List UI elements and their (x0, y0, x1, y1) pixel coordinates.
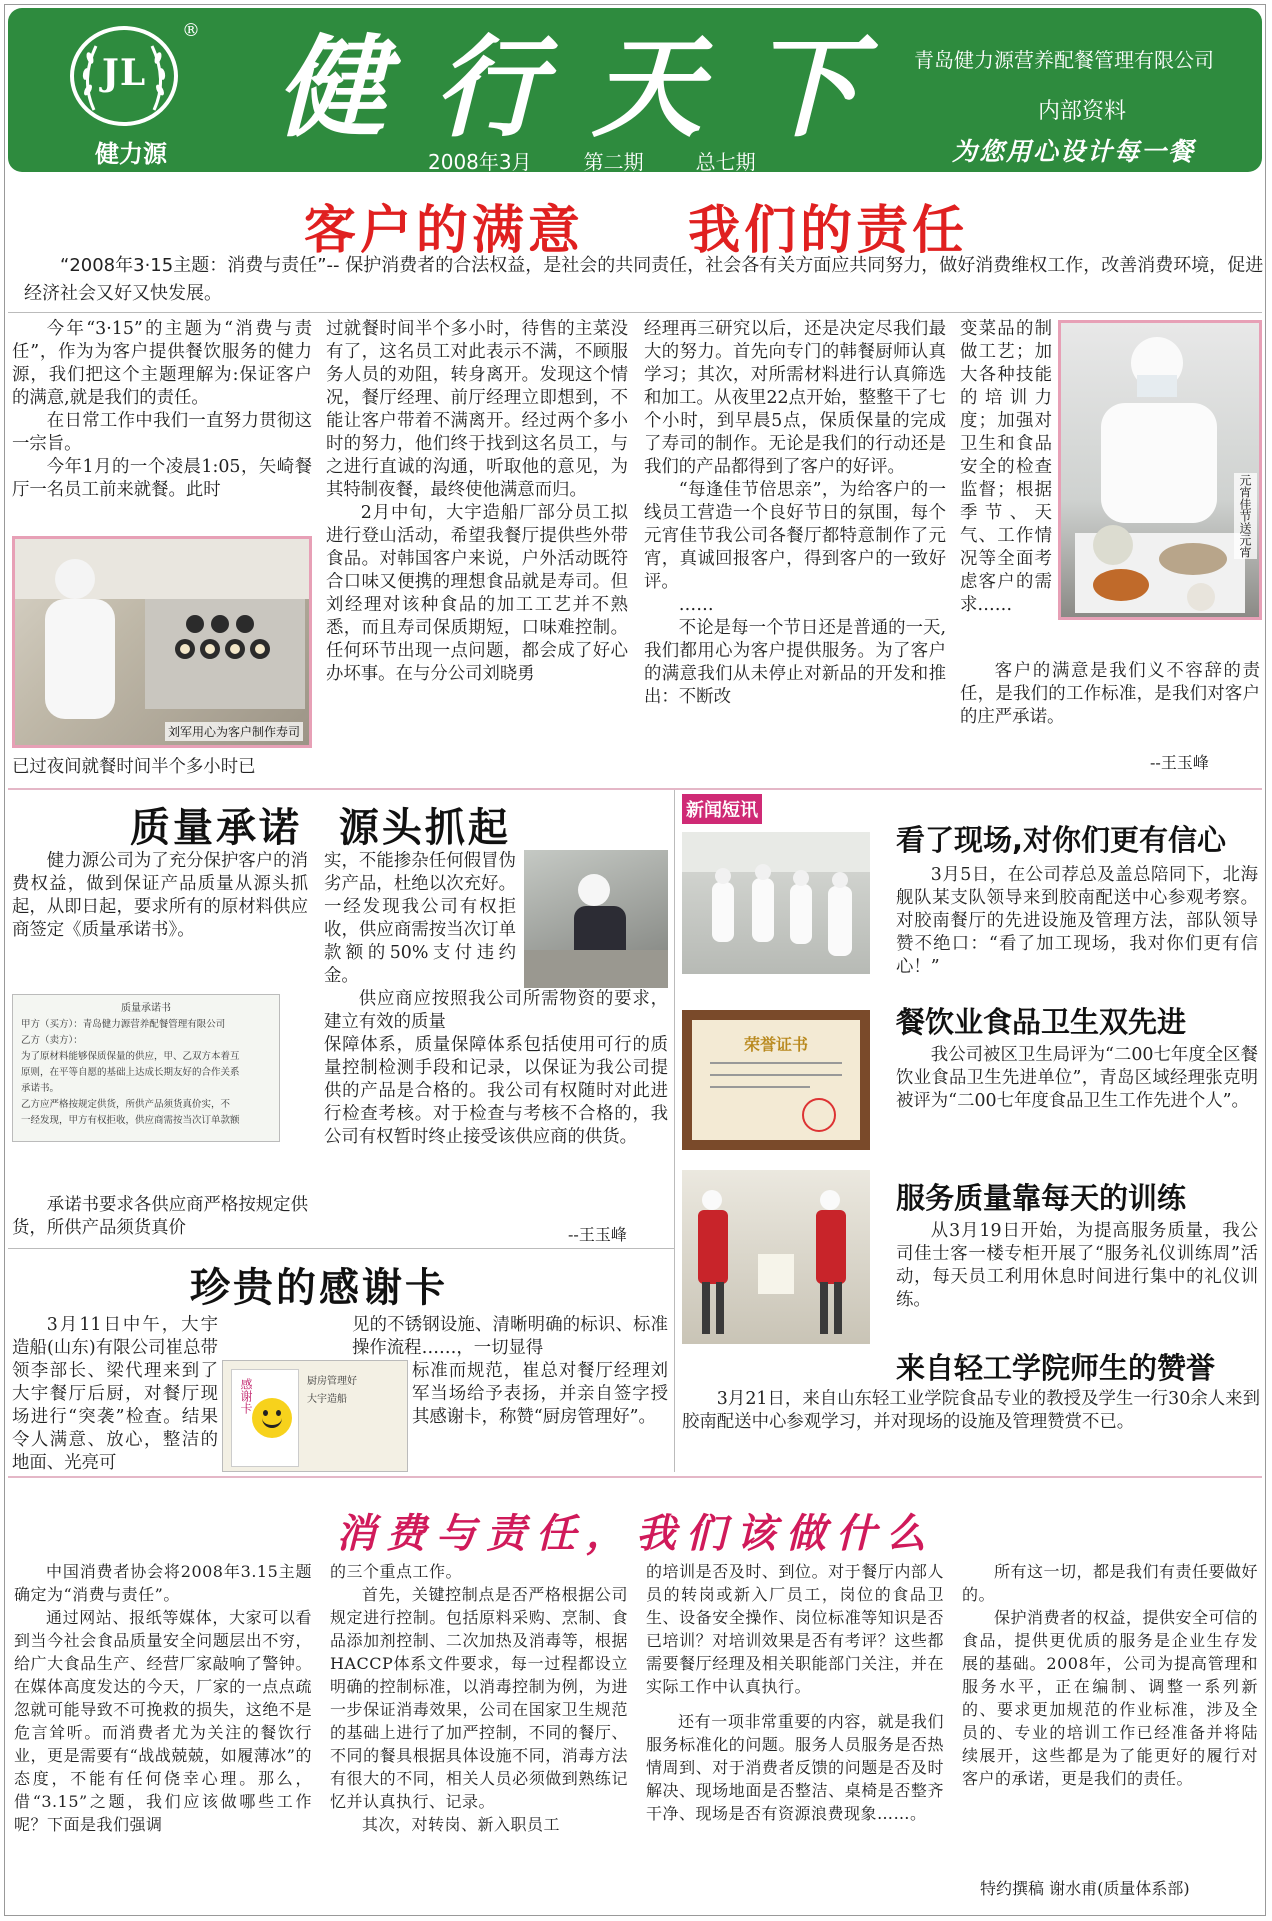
bottom-signature: 特约撰稿 谢水甫(质量体系部) (980, 1879, 1190, 1898)
main-headline: 客户的满意 我们的责任 (303, 201, 969, 261)
honor-certificate-photo (682, 1010, 870, 1150)
news-body-2: 我公司被区卫生局评为“二00七年度全区餐饮业食品卫生先进单位”，青岛区域经理张克明被评为“二00七年度食品卫生工作先进个人”。 (896, 1045, 1258, 1111)
visit-photo (682, 832, 870, 974)
section-divider (8, 1476, 1262, 1478)
bottom-col-3: 的培训是否及时、到位。对于餐厅内部人员的转岗或新入厂员工，岗位的食品卫生、设备安全操作、岗位标准等知识是否已培训？对培训效果是否有考评？这些都需要餐厅经理及相关职能部门关注，并在实际工作中认真执行。 还有一项非常重要的内容，就是我们服务标准化的问题。服务人员服务是否热情周到、对于消费者反馈的问题是否及时解决、现场地面是否整洁、桌椅是否整齐干净、现场是否有资源浪费现象……。 (646, 1562, 944, 1823)
lantern-festival-photo (1058, 320, 1262, 620)
issue-line (428, 146, 808, 175)
main-col-4-narrow: 变菜品的制做工艺；加大各种技能的培训力度；加强对卫生和食品安全的检查监督；根据季节、天气、工作情况等全面考虑客户的需求…… (960, 319, 1052, 615)
logo-name: 健力源 (95, 140, 167, 168)
quality-signature: --王玉峰 (568, 1225, 627, 1244)
section-divider (8, 788, 1262, 790)
quality-col-1: 健力源公司为了充分保护客户的消费权益，做到保证产品质量从源头抓起，从即日起，要求所有的原材料供应商签定《质量承诺书》。 (12, 851, 308, 940)
thanks-col-2-top: 见的不锈钢设施、清晰明确的标识、标准操作流程……，一切显得 (352, 1315, 668, 1358)
news-body-4: 3月21日，来自山东轻工业学院食品专业的教授及学生一行30余人来到胶南配送中心参观学习，并对现场的设施及管理赞赏不已。 (682, 1389, 1260, 1432)
masthead (8, 8, 1262, 172)
quality-col-1-tail: 承诺书要求各供应商严格按规定供货，所供产品须货真价 (12, 1195, 308, 1238)
issue-date: 2008年3月 (428, 150, 532, 174)
news-body-3: 从3月19日开始，为提高服务质量，我公司佳士客一楼专柜开展了“服务礼仪训练周”活动，每天员工利用休息时间进行集中的礼仪训练。 (896, 1221, 1258, 1310)
thanks-card-photo (222, 1360, 408, 1472)
lead-paragraph: “2008年3·15主题：消费与责任”-- 保护消费者的合法权益，是社会的共同责任，社会各有关方面应共同努力，做好消费维权工作，改善消费环境，促进经济社会又好又快发展。 (24, 255, 1264, 304)
signature: --王玉峰 (1150, 753, 1209, 772)
news-headline-3: 服务质量靠每天的训练 (896, 1181, 1187, 1215)
total-issue: 总七期 (695, 150, 756, 174)
photo-caption: 元宵佳节送元宵 (1234, 473, 1257, 559)
news-headline-4: 来自轻工学院师生的赞誉 (896, 1351, 1216, 1385)
news-body-1: 3月5日，在公司荐总及盖总陪同下，北海舰队某支队领导来到胶南配送中心参观考察。对胶南餐厅的先进设施及管理方法，部队领导赞不绝口：“看了加工现场，我对你们更有信心！” (896, 865, 1258, 977)
bottom-col-4: 所有这一切，都是我们有责任要做好的。 保护消费者的权益，提供安全可信的食品，提供更优质的服务是企业生存发展的基础。2008年，公司为提高管理和服务水平，正在编制、调整一系列新的、要求更加规范的作业标准，涉及全员的、专业的培训工作已经准备并将陆续展开，这些都是为了能更好的履行对客户的承诺，更是我们的责任。 (962, 1562, 1259, 1788)
divider (8, 1248, 674, 1249)
slogan: 为您用心设计每一餐 (952, 137, 1196, 166)
divider (8, 312, 1262, 313)
news-headline-2: 餐饮业食品卫生双先进 (896, 1005, 1187, 1039)
main-col-4-wide: 客户的满意是我们义不容辞的责任，是我们的工作标准，是我们对客户的庄严承诺。 (960, 661, 1260, 727)
card-cover (231, 1369, 299, 1467)
inspection-photo (524, 850, 668, 988)
news-headline-1: 看了现场,对你们更有信心 (896, 823, 1227, 857)
card-title: 感谢卡 (239, 1378, 253, 1414)
bottom-col-1: 中国消费者协会将2008年3.15主题确定为“消费与责任”。 通过网站、报纸等媒体，大家可以看到当今社会食品质量安全问题层出不穷，给广大食品生产、经营厂家敲响了警钟。在媒体高度发达的今天，厂家的一点点疏忽就可能导致不可挽救的损失，这绝不是危言耸听。而消费者尤为关注的餐饮行业，更是需要有“战战兢兢，如履薄冰”的态度，不能有任何侥幸心理。那么，借“3.15”之题，我们应该做哪些工作呢？下面是我们强调 (14, 1562, 312, 1834)
main-col-3: 经理再三研究以后，还是决定尽我们最大的努力。首先向专门的韩餐厨师认真学习；其次，对所需材料进行认真筛选和加工。从夜里22点开始，整整干了七个小时，到早晨5点，保质保量的完成了寿司的制作。无论是我们的行动还是我们的产品都得到了客户的好评。 “每逢佳节倍思亲”，为给客户的一线员工营造一个良好节日的氛围，每个元宵佳节我公司各餐厅都特意制作了元宵，真诚回报客户，得到客户的一致好评。 …… 不论是每一个节日还是普通的一天,我们都用心为客户提供服务。为了客户的满意我们从未停止对新品的开发和推出：不断改 (644, 319, 946, 707)
training-photo (682, 1170, 870, 1344)
issue-number: 第二期 (583, 150, 644, 174)
news-tag: 新闻短讯 (682, 794, 762, 824)
main-col-2: 过就餐时间半个多小时，待售的主菜没有了，这名员工对此表示不满，不顾服务人员的劝阻，转身离开。发现这个情况，餐厅经理、前厅经理立即想到，不能让客户带着不满离开。经过两个多小时的努力，他们终于找到这名员工，与之进行直诚的沟通，听取他的意见，为其特制夜餐，最终使他满意而归。 2月中旬，大宇造船厂部分员工拟进行登山活动，希望我餐厅提供些外带食品。对韩国客户来说，户外活动既符合口味又便携的理想食品就是寿司。但刘经理对该种食品的加工工艺并不熟悉，而且寿司保质期短，口味难控制。任何环节出现一点问题，都会成了好心办坏事。在与分公司刘晓勇 (326, 319, 628, 684)
sushi-photo (12, 536, 312, 748)
quality-col-2-top: 实，不能掺杂任何假冒伪劣产品，杜绝以次充好。一经发现我公司有权拒收，供应商需按当次订单款额的50%支付违约金。 (324, 851, 516, 986)
bottom-col-2: 的三个重点工作。 首先，关键控制点是否严格根据公司规定进行控制。包括原料采购、烹制、食品添加剂控制、二次加热及消毒等，根据HACCP体系文件要求，每一过程都设立明确的控制标准，以消毒控制为例，为进一步保证消毒效果，公司在国家卫生规范的基础上进行了加严控制，不同的餐厅、不同的餐具根据具体设施不同，消毒方法有很大的不同，相关人员必须做到熟练记忆并认真执行、记录。 其次，对转岗、新入职员工 (330, 1562, 628, 1834)
bottom-headline: 消费与责任，我们该做什么 (336, 1510, 936, 1557)
registered-mark: ® (182, 20, 200, 41)
thanks-col-1: 3月11日中午，大宇造船(山东)有限公司崔总带领李部长、梁代理来到了大宇餐厅后厨，对餐厅现场进行“突袭”检查。结果令人满意、放心，整洁的地面、光亮可 (12, 1315, 218, 1473)
certificate-title: 荣誉证书 (743, 1035, 808, 1054)
certificate (692, 1020, 860, 1140)
quality-col-2-rest: 保障体系，质量保障体系包括使用可行的质量控制检测手段和记录，以保证为我公司提供的产品是合格的。我公司有权随时对此进行检查考核。对于检查与考核不合格的，我公司有权暂时终止接受该供应商的供货。 (324, 1035, 668, 1147)
photo-caption: 刘军用心为客户制作寿司 (165, 722, 303, 741)
quality-headline: 质量承诺 源头抓起 (130, 805, 511, 851)
quality-col-2-mid: 供应商应按照我公司所需物资的要求，建立有效的质量 (324, 989, 668, 1032)
column-divider (674, 790, 675, 1472)
thanks-headline: 珍贵的感谢卡 (190, 1265, 448, 1311)
card-handwriting: 厨房管理好 大宇造船 (307, 1376, 357, 1405)
logo-letters: JL (101, 52, 147, 94)
internal-label: 内部资料 (1038, 99, 1127, 124)
main-col-1: 今年“3·15”的主题为“消费与责任”，作为为客户提供餐饮服务的健力源，我们把这个主题理解为:保证客户的满意,就是我们的责任。 在日常工作中我们一直努力贯彻这一宗旨。 今年1月的一个凌晨1:05，矢崎餐厅一名员工前来就餐。此时 (12, 319, 312, 500)
newspaper-title: 健行天下 (276, 23, 908, 152)
thanks-col-2-rest: 标准而规范，崔总对餐厅经理刘军当场给予表扬，并亲自签字授其感谢卡，称赞“厨房管理好”。 (412, 1361, 668, 1427)
promise-document-photo: 质量承诺书 甲方（买方）：青岛健力源营养配餐管理有限公司 乙方（卖方）： 为了原材料能够保质保量的供应，甲、乙双方本着互 原则，在平等自愿的基础上达成长期友好的合作关系 承诺书。 乙方应严格按规定供货，所供产品须货真价实，不 一经发现，甲方有权拒收，供应商需按当次订单款额 (12, 994, 280, 1142)
company-name: 青岛健力源营养配餐管理有限公司 (914, 48, 1214, 72)
smiley-face-icon (252, 1398, 292, 1438)
main-col-1-tail: 已过夜间就餐时间半个多小时已 (12, 757, 256, 777)
